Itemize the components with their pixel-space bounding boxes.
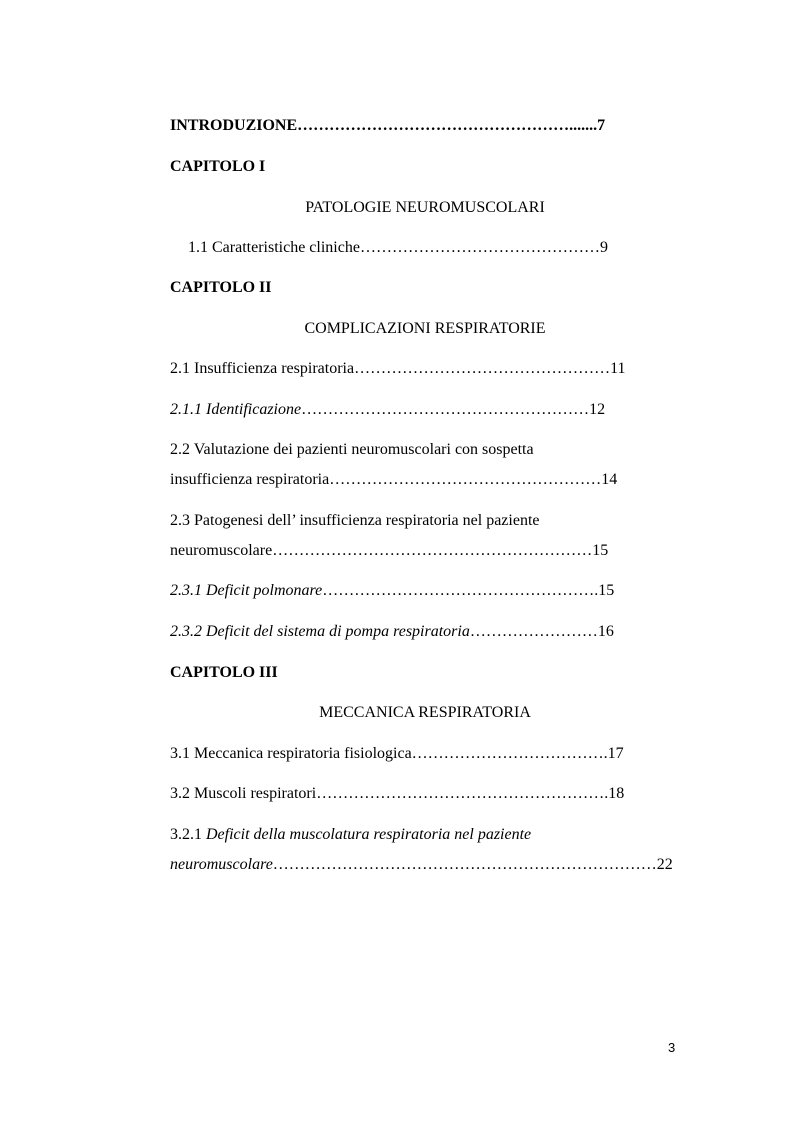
entry-label: 2.1 Insufficienza respiratoria xyxy=(170,360,355,377)
dot-leader: …………………… xyxy=(469,623,598,640)
entry-number: 3.2.1 xyxy=(170,826,202,843)
entry-page: 18 xyxy=(608,785,625,802)
chapter-heading-3: CAPITOLO III xyxy=(170,664,278,681)
dot-leader: …………………………………………… xyxy=(329,471,602,488)
toc-entry-3-2-1-line1 xyxy=(170,825,531,845)
chapter-heading-2: CAPITOLO II xyxy=(170,279,272,296)
entry-page: 16 xyxy=(597,623,614,640)
entry-label: 3.2 Muscoli respiratori xyxy=(170,785,317,802)
dot-leader: ………………………………. xyxy=(411,745,608,762)
dot-leader: …………………………………………………… xyxy=(272,542,593,559)
chapter-subtitle-1: PATOLOGIE NEUROMUSCOLARI xyxy=(305,199,545,216)
page-number: 3 xyxy=(668,1040,676,1055)
entry-label: neuromuscolare xyxy=(170,856,273,873)
toc-entry-3-2 xyxy=(170,784,624,804)
toc-entry-2-1-1 xyxy=(170,400,605,420)
toc-entry-3-2-1-line2 xyxy=(170,855,673,875)
entry-page: 12 xyxy=(589,401,606,418)
entry-label: 1.1 Caratteristiche cliniche xyxy=(188,239,360,256)
toc-entry-2-2-line2 xyxy=(170,470,617,490)
chapter-heading-1: CAPITOLO I xyxy=(170,158,266,175)
entry-label: 2.1.1 Identificazione xyxy=(170,401,302,418)
entry-label: 3.1 Meccanica respiratoria fisiologica xyxy=(170,745,412,762)
dot-leader: ………………………………………… xyxy=(354,360,611,377)
entry-label: 2.3.1 Deficit polmonare xyxy=(170,582,323,599)
entry-page: 22 xyxy=(656,856,673,873)
toc-entry-3-1 xyxy=(170,744,624,764)
toc-entry-introduzione xyxy=(170,116,605,136)
dot-leader: ………………………………………………. xyxy=(316,785,609,802)
toc-entry-1-1 xyxy=(188,238,608,258)
entry-page: 9 xyxy=(599,239,608,256)
entry-page: 15 xyxy=(592,542,609,559)
entry-title: Deficit della muscolatura respiratoria nel paziente xyxy=(206,826,532,843)
dot-leader: ……………………………………………… xyxy=(301,401,590,418)
entry-label: INTRODUZIONE xyxy=(170,117,298,134)
entry-page: 17 xyxy=(607,745,624,762)
dot-leader: ……………………………………………………………… xyxy=(272,856,657,873)
entry-page: 7 xyxy=(597,117,606,134)
chapter-subtitle-2: COMPLICAZIONI RESPIRATORIE xyxy=(304,320,546,337)
dot-leader: ……………………………………………....... xyxy=(297,117,598,134)
toc-entry-2-2-line1: 2.2 Valutazione dei pazienti neuromuscolari con sospetta xyxy=(170,441,534,458)
entry-label: 2.3.2 Deficit del sistema di pompa respiratoria xyxy=(170,623,470,640)
entry-page: 11 xyxy=(610,360,626,377)
toc-entry-2-3-line1: 2.3 Patogenesi dell’ insufficienza respiratoria nel paziente xyxy=(170,512,540,529)
dot-leader: ……………………………………… xyxy=(359,239,600,256)
entry-label: insufficienza respiratoria xyxy=(170,471,330,488)
dot-leader: ……………………………………………. xyxy=(322,582,599,599)
entry-page: 15 xyxy=(598,582,615,599)
toc-entry-2-3-line2 xyxy=(170,541,608,561)
toc-entry-2-1 xyxy=(170,359,625,379)
toc-entry-2-3-1 xyxy=(170,581,614,601)
chapter-subtitle-3: MECCANICA RESPIRATORIA xyxy=(319,704,531,721)
entry-page: 14 xyxy=(601,471,618,488)
toc-entry-2-3-2 xyxy=(170,622,614,642)
entry-label: neuromuscolare xyxy=(170,542,273,559)
